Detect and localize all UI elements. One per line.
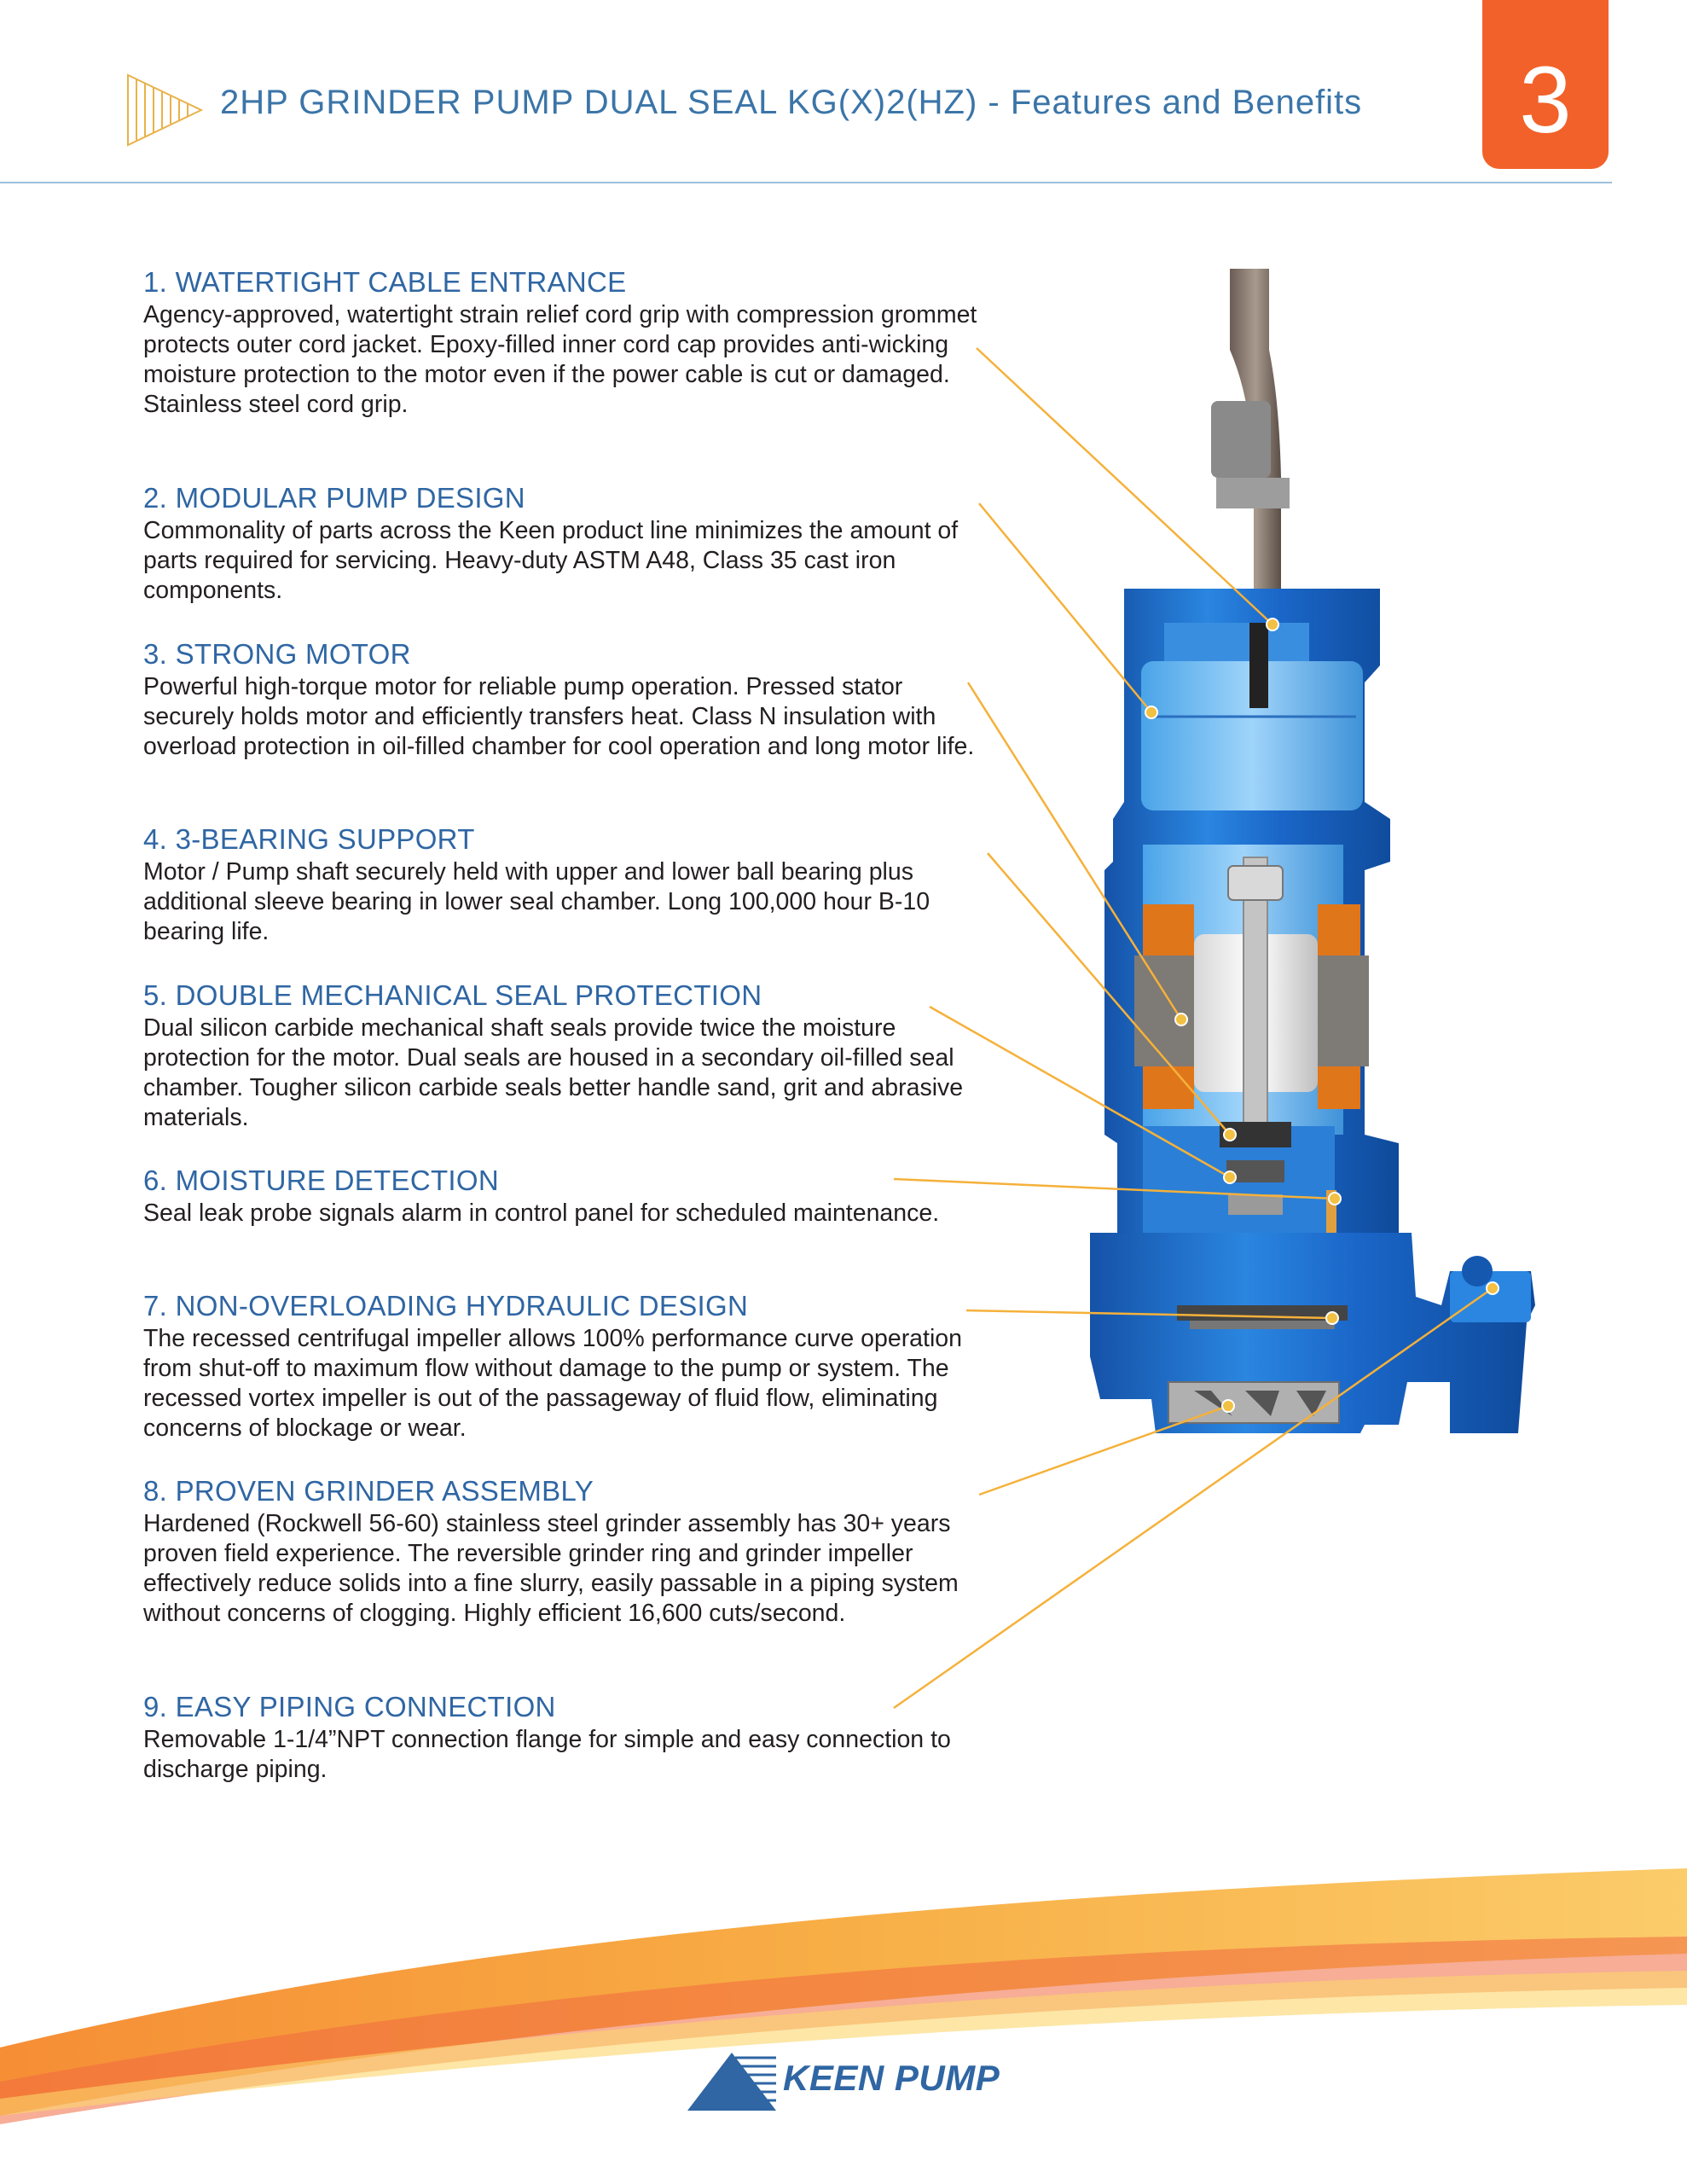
feature-body: Dual silicon carbide mechanical shaft seals provide twice the moisture protection for the motor. Dual seals are housed in a secondary oil-filled seal chamber. Tougher silicon carbide seals better handle sand, grit and abrasive materials. (143, 1014, 964, 1131)
page-number: 3 (1519, 48, 1572, 153)
page-title: 2HP GRINDER PUMP DUAL SEAL KG(X)2(HZ) - Features and Benefits (220, 84, 1363, 121)
feature-bearing-support (143, 822, 996, 947)
callout-line-1 (977, 348, 1272, 624)
grinder-impeller (1194, 1391, 1326, 1416)
feature-body: Commonality of parts across the Keen product line minimizes the amount of parts required for servicing. Heavy-duty ASTM A48, Class 35 cast iron components. (143, 517, 959, 604)
feature-modular-design (143, 480, 996, 606)
feature-seal-protection (143, 978, 996, 1133)
volute-housing (1090, 1233, 1535, 1433)
seal-chamber (1143, 1126, 1335, 1271)
feature-title: 9. EASY PIPING CONNECTION (143, 1691, 556, 1722)
feature-body: Agency-approved, watertight strain relief cord grip with compression grommet protects outer cord jacket. Epoxy-filled inner cord cap provides anti-wicking moisture protection to the motor even if the power cable is cut or damaged. Stainless steel cord grip. (143, 301, 977, 418)
stator-core-right (1318, 956, 1369, 1066)
feature-title: 2. MODULAR PUMP DESIGN (143, 482, 525, 514)
cord-grip (1211, 401, 1271, 478)
motor-housing (1104, 589, 1399, 1263)
lower-bearing (1220, 1122, 1291, 1147)
feature-title: 8. PROVEN GRINDER ASSEMBLY (143, 1475, 594, 1507)
power-cable (1230, 269, 1281, 623)
feature-moisture-detection (143, 1163, 996, 1228)
brand-name: KEEN PUMP (783, 2058, 1000, 2098)
feature-title: 6. MOISTURE DETECTION (143, 1165, 499, 1196)
feature-title: 7. NON-OVERLOADING HYDRAULIC DESIGN (143, 1290, 749, 1321)
rotor (1194, 934, 1318, 1092)
feature-body: Removable 1-1/4”NPT connection flange for simple and easy connection to discharge piping. (143, 1726, 951, 1783)
feature-body: The recessed centrifugal impeller allows 100% performance curve operation from shut-off to maximum flow without damage to the pump or system. The recessed vortex impeller is out of the passageway of fluid flow, eliminating concerns of blockage or wear. (143, 1325, 962, 1442)
feature-body: Powerful high-torque motor for reliable pump operation. Pressed stator securely holds motor and efficiently transfers heat. Class N insulation with overload protection in oil-filled chamber for cool operation and long motor life. (143, 673, 975, 760)
header-fan-logo-icon (126, 73, 203, 147)
feature-title: 5. DOUBLE MECHANICAL SEAL PROTECTION (143, 979, 762, 1011)
feature-grinder-assembly (143, 1473, 996, 1629)
stator-core-left (1134, 956, 1194, 1066)
grinder-ring (1168, 1382, 1339, 1423)
stator-winding-left (1143, 904, 1194, 1109)
motor-chamber (1143, 845, 1343, 1135)
feature-body: Hardened (Rockwell 56-60) stainless steel grinder assembly has 30+ years proven field experience. The reversible grinder ring and grinder impeller effectively reduce solids into a fine slurry, easily passable in a piping system without concerns of clogging. Highly efficient 16,600 cuts/second. (143, 1510, 959, 1627)
header-divider (0, 182, 1612, 183)
callout-line-7 (966, 1310, 1332, 1318)
mechanical-seal-upper (1226, 1160, 1284, 1182)
feature-body: Motor / Pump shaft securely held with upper and lower ball bearing plus additional sleeve bearing in lower seal chamber. Long 100,000 hour B-10 bearing life. (143, 858, 930, 945)
stator-winding-right (1318, 904, 1360, 1109)
motor-shaft (1244, 857, 1267, 1241)
page-number-tab (1482, 0, 1609, 169)
upper-bearing (1228, 866, 1283, 900)
feature-cable-entrance (143, 264, 996, 420)
callout-line-4 (988, 853, 1230, 1135)
feature-body: Seal leak probe signals alarm in control panel for scheduled maintenance. (143, 1199, 940, 1227)
feature-title: 1. WATERTIGHT CABLE ENTRANCE (143, 266, 627, 298)
discharge-flange (1450, 1271, 1531, 1322)
feature-piping-connection (143, 1689, 996, 1785)
recessed-impeller (1177, 1305, 1348, 1321)
feature-strong-motor (143, 636, 996, 762)
feature-title: 4. 3-BEARING SUPPORT (143, 823, 475, 855)
footer-swoosh (0, 1843, 1687, 2184)
feature-title: 3. STRONG MOTOR (143, 638, 411, 670)
callout-line-8 (979, 1406, 1228, 1495)
moisture-probe (1326, 1190, 1336, 1284)
callout-line-2 (979, 503, 1151, 712)
feature-hydraulic-design (143, 1288, 996, 1443)
mechanical-seal-lower (1228, 1194, 1283, 1215)
motor-can (1141, 661, 1363, 810)
callout-line-3 (968, 682, 1181, 1019)
